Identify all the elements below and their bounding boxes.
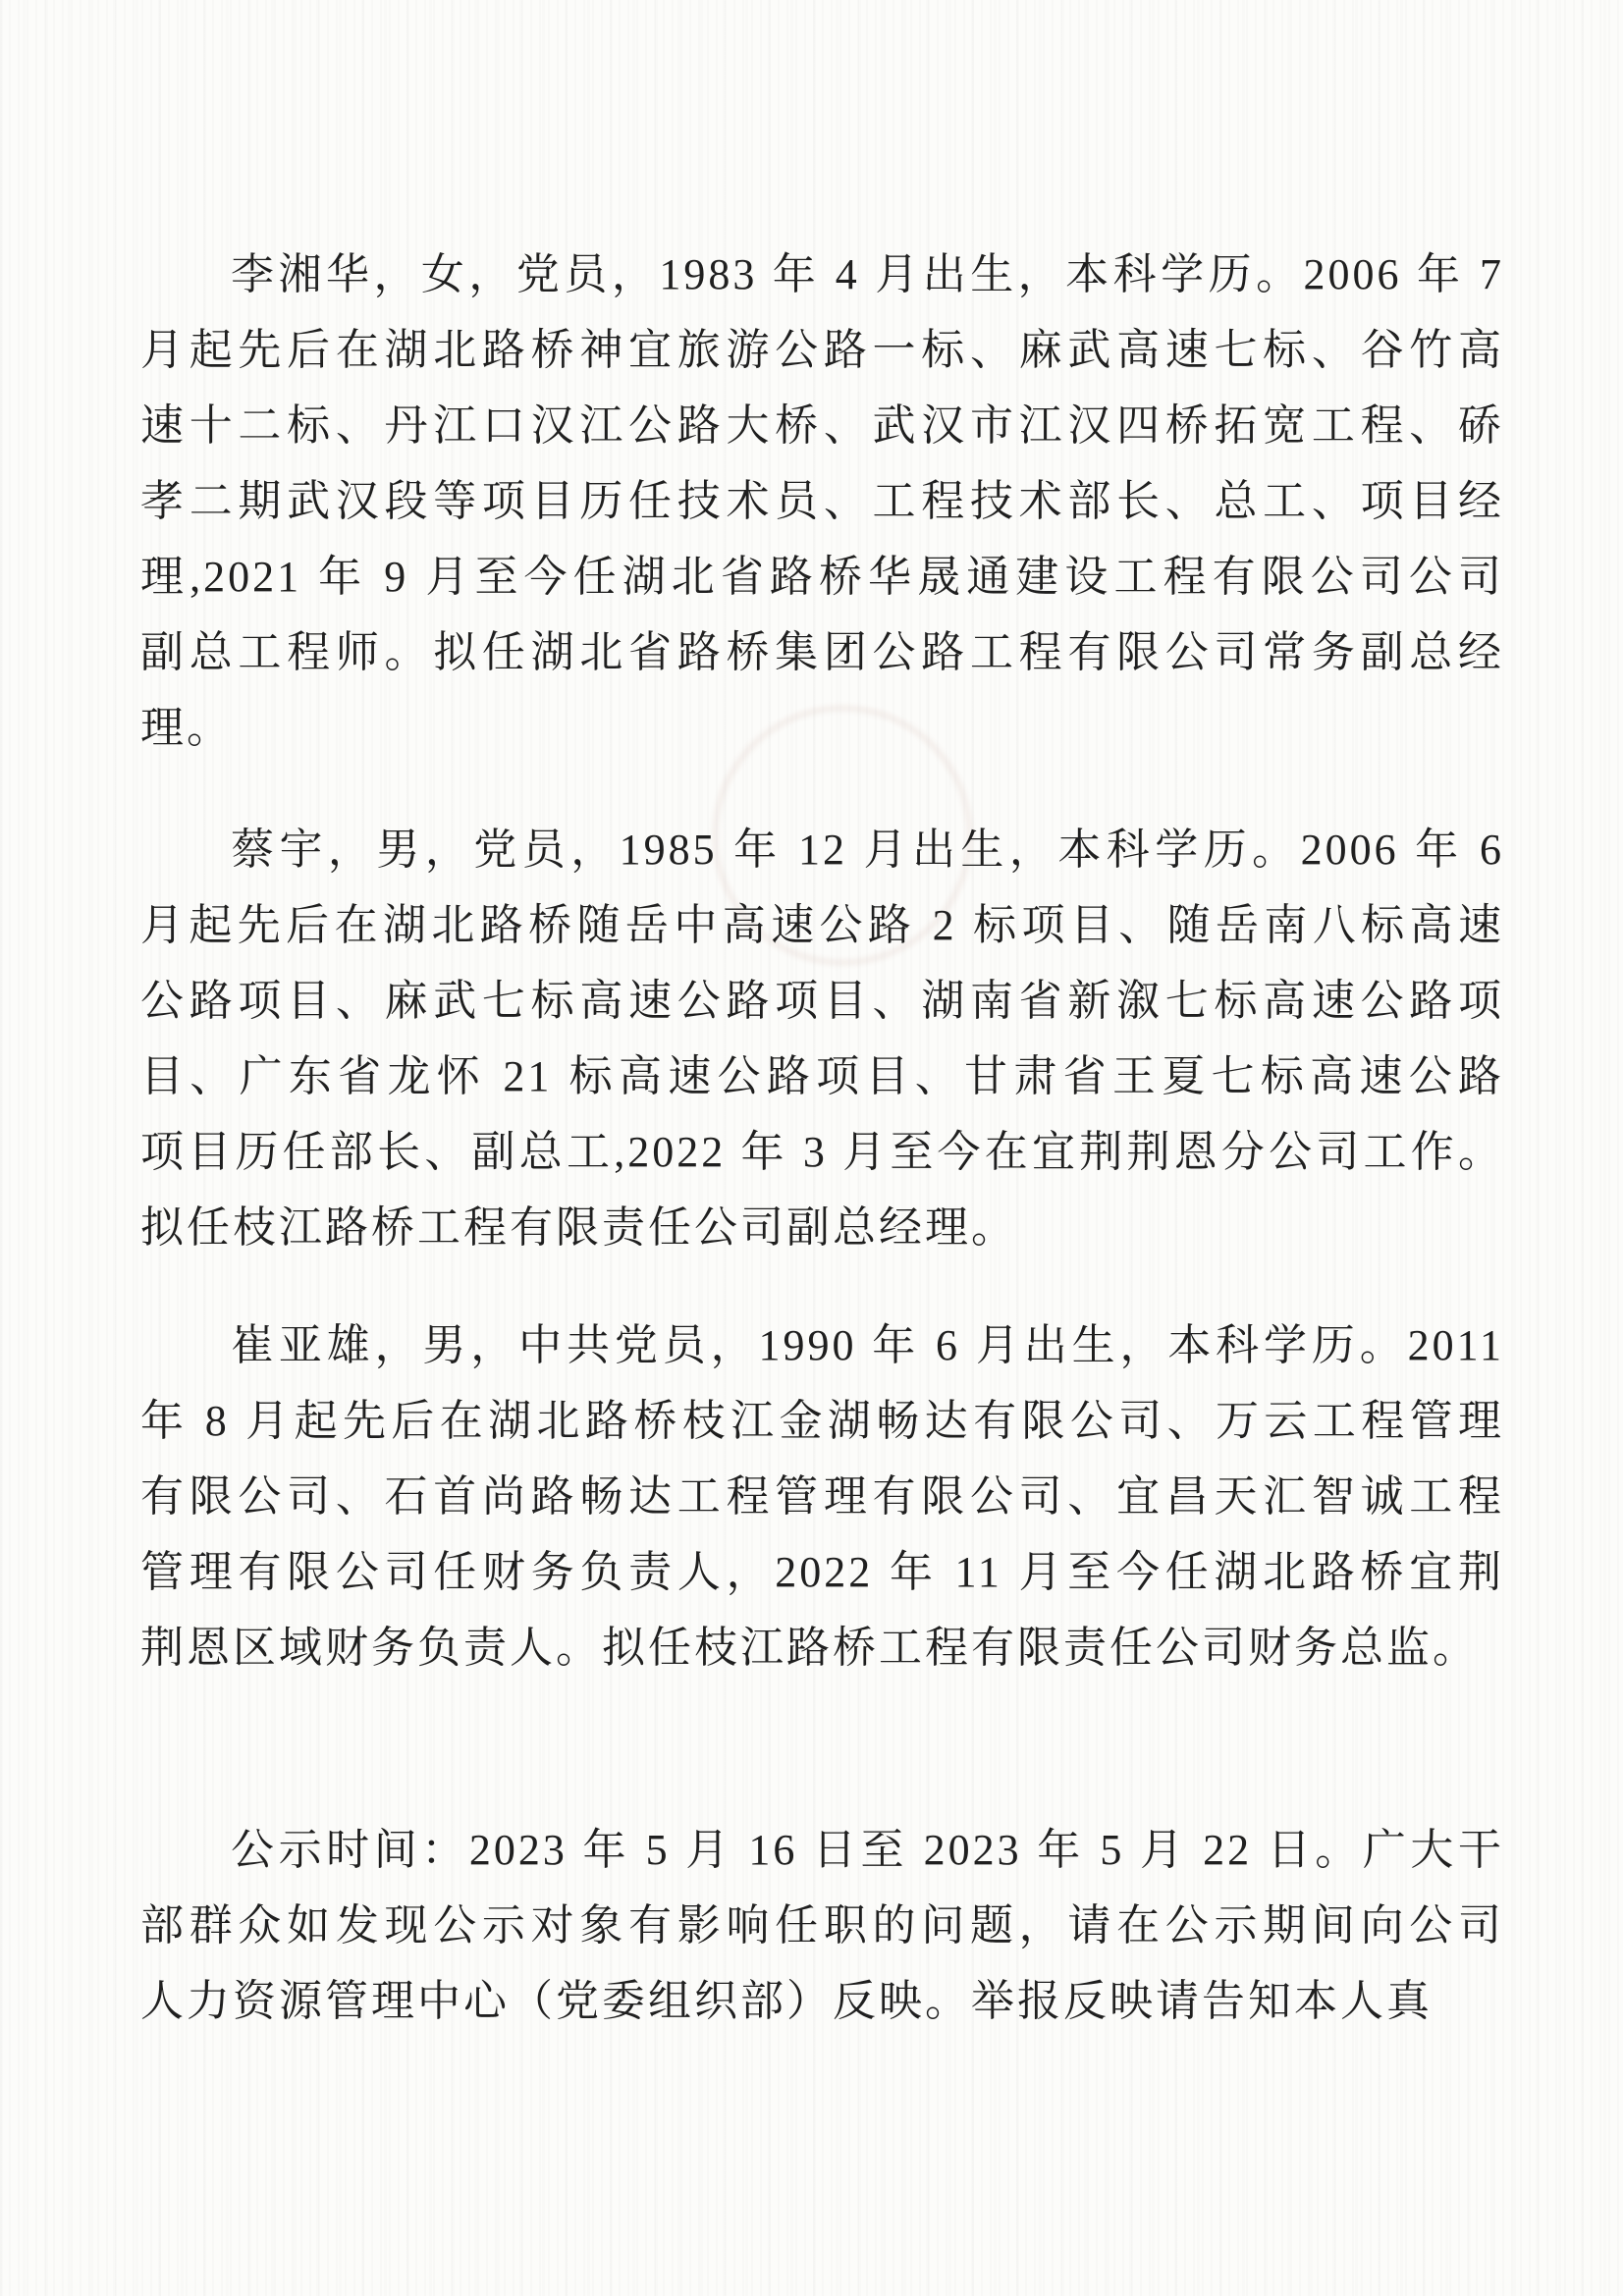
text-line: 崔亚雄，男，中共党员，1990 年 6 月出生，本科学历。2011 <box>231 1321 1504 1369</box>
paragraph-cui-yaxiong <box>140 1308 1504 1685</box>
text-line: 有限公司、石首尚路畅达工程管理有限公司、宜昌天汇智诚工程 <box>140 1472 1504 1521</box>
text-line: 蔡宇，男，党员，1985 年 12 月出生，本科学历。2006 年 6 <box>231 826 1504 874</box>
text-line: 理。 <box>140 704 233 752</box>
text-line: 副总工程师。拟任湖北省路桥集团公路工程有限公司常务副总经 <box>140 628 1504 676</box>
paragraph-cai-yu <box>140 812 1504 1265</box>
text-line: 目、广东省龙怀 21 标高速公路项目、甘肃省王夏七标高速公路 <box>140 1052 1504 1100</box>
text-line: 孝二期武汉段等项目历任技术员、工程技术部长、总工、项目经 <box>140 477 1504 525</box>
text-line: 人力资源管理中心（党委组织部）反映。举报反映请告知本人真 <box>140 1977 1433 2025</box>
text-line: 月起先后在湖北路桥神宜旅游公路一标、麻武高速七标、谷竹高 <box>140 326 1504 374</box>
text-line: 荆恩区域财务负责人。拟任枝江路桥工程有限责任公司财务总监。 <box>140 1624 1479 1672</box>
text-line: 管理有限公司任财务负责人，2022 年 11 月至今任湖北路桥宜荆 <box>140 1548 1504 1596</box>
text-line: 公路项目、麻武七标高速公路项目、湖南省新溆七标高速公路项 <box>140 977 1504 1025</box>
text-line: 部群众如发现公示对象有影响任职的问题，请在公示期间向公司 <box>140 1901 1504 1949</box>
text-line: 年 8 月起先后在湖北路桥枝江金湖畅达有限公司、万云工程管理 <box>140 1397 1504 1445</box>
text-line: 李湘华，女，党员，1983 年 4 月出生，本科学历。2006 年 7 <box>231 250 1504 298</box>
paragraph-li-xianghua <box>140 237 1504 766</box>
text-line: 理,2021 年 9 月至今任湖北省路桥华晟通建设工程有限公司公司 <box>140 553 1504 601</box>
text-line: 速十二标、丹江口汉江公路大桥、武汉市江汉四桥拓宽工程、硚 <box>140 401 1504 450</box>
document-body <box>140 237 1504 2039</box>
text-line: 月起先后在湖北路桥随岳中高速公路 2 标项目、随岳南八标高速 <box>140 901 1504 949</box>
text-line: 公示时间：2023 年 5 月 16 日至 2023 年 5 月 22 日。广大干 <box>231 1826 1504 1874</box>
text-line: 项目历任部长、副总工,2022 年 3 月至今在宜荆荆恩分公司工作。 <box>140 1128 1504 1176</box>
paragraph-public-notice <box>140 1812 1504 2039</box>
text-line: 拟任枝江路桥工程有限责任公司副总经理。 <box>140 1203 1017 1252</box>
